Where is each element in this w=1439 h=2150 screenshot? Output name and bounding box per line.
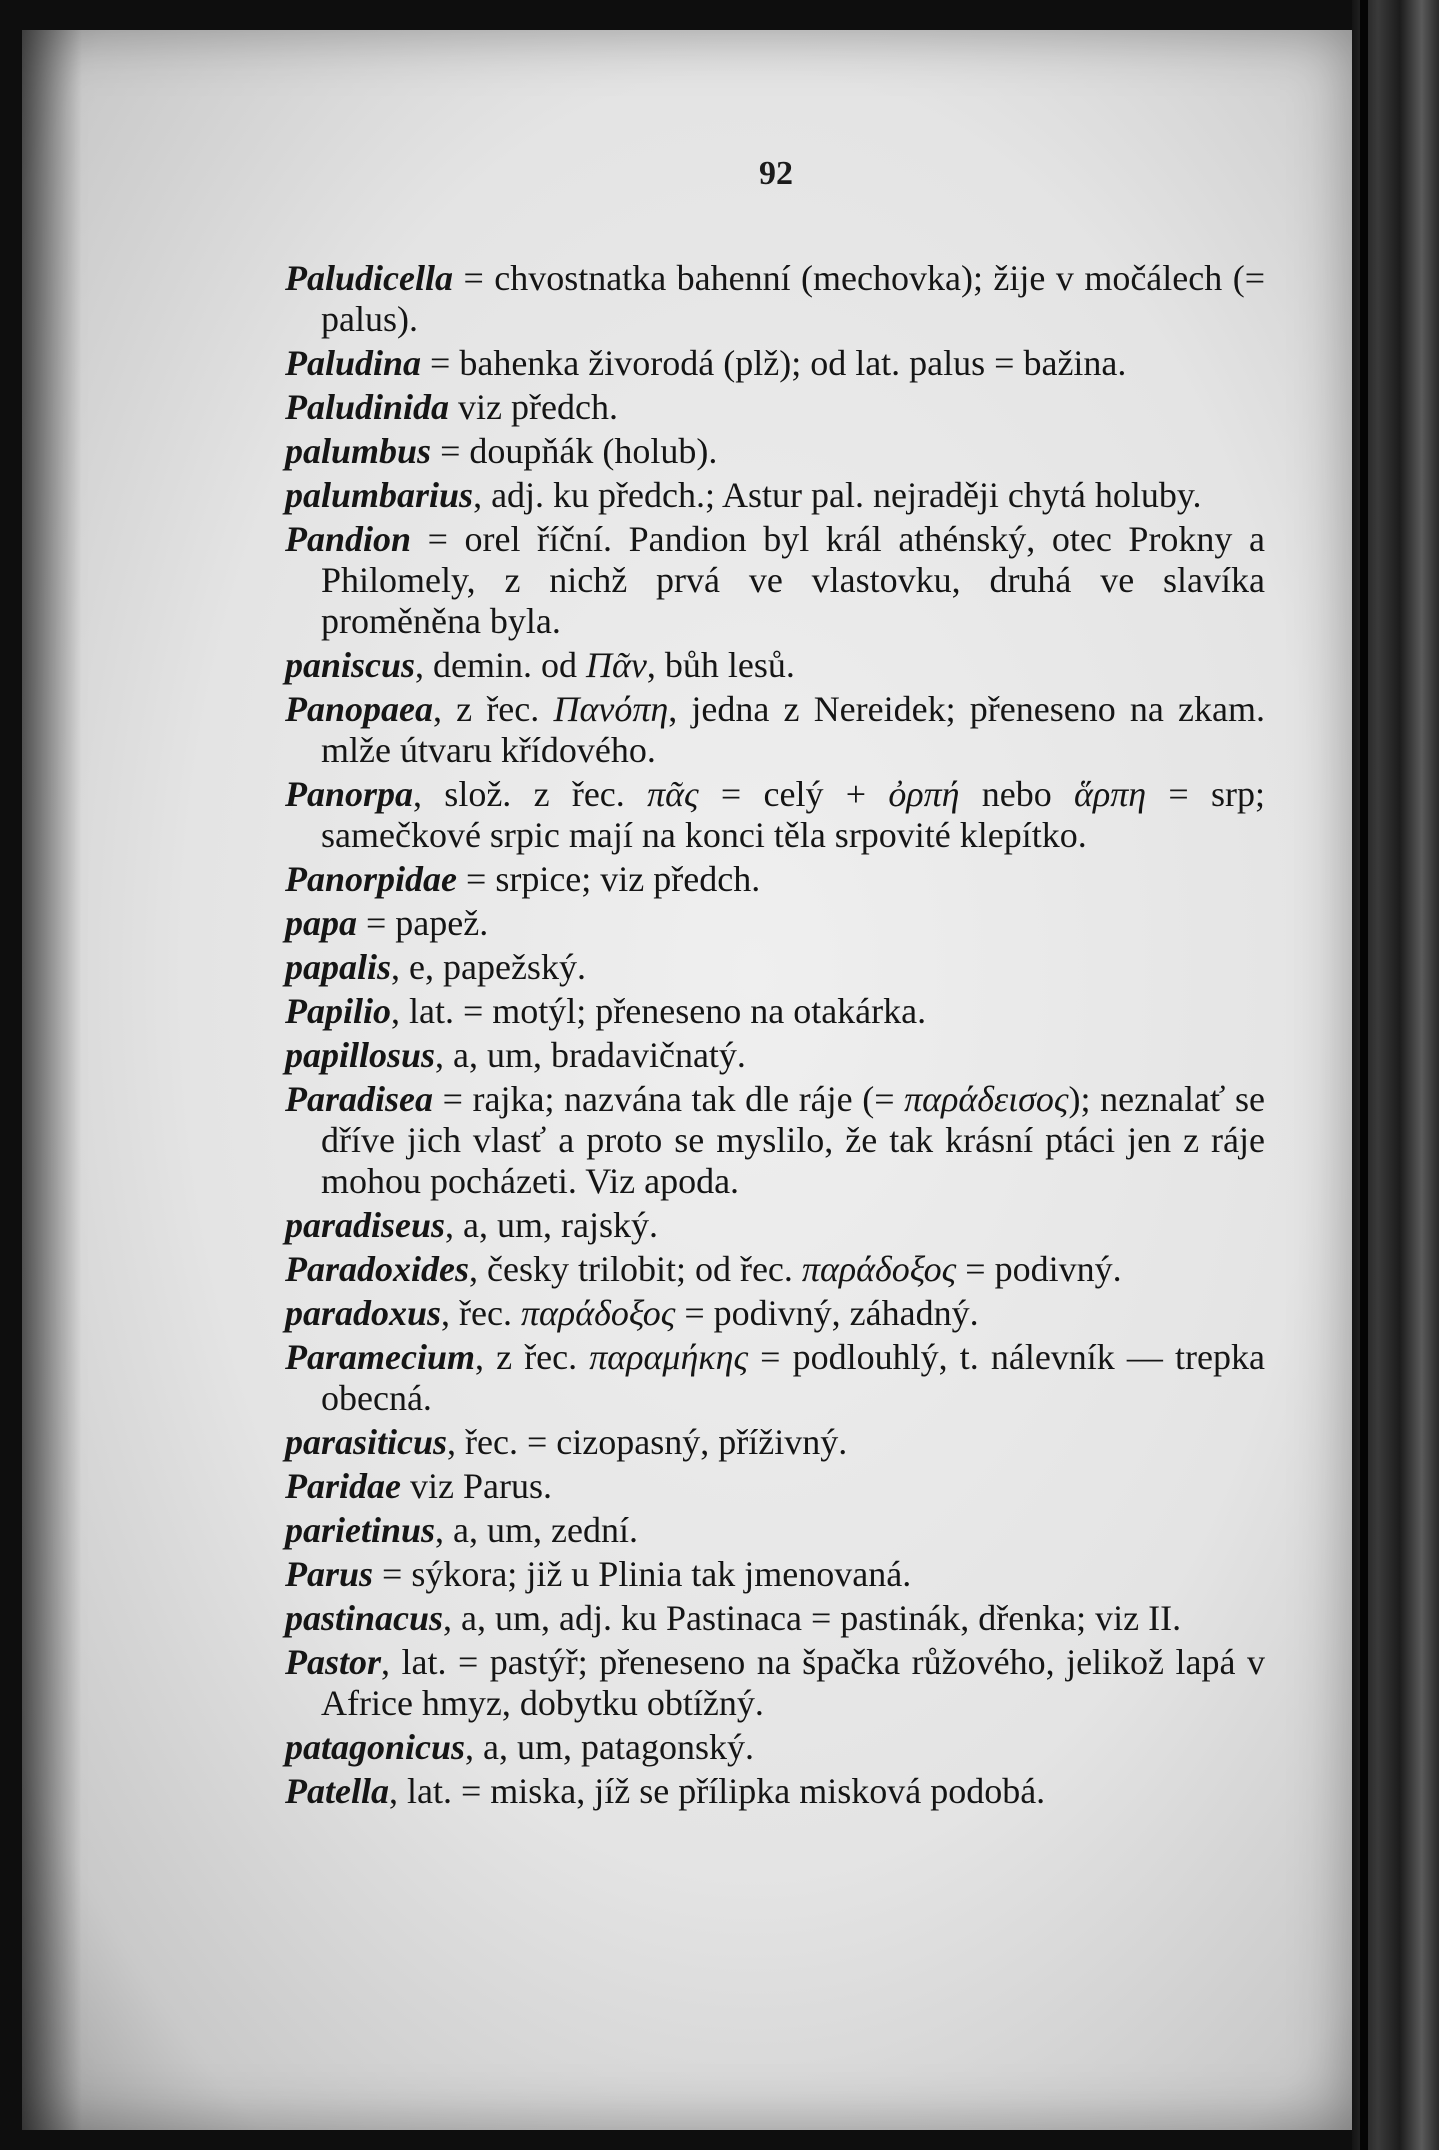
entry-text: , jedna z Nereidek; přeneseno na zkam. mlže útvaru křídového. (321, 689, 1265, 770)
greek-word: Πανόπη (553, 689, 669, 729)
entry-term: papa (285, 903, 357, 943)
dictionary-entry (285, 475, 1265, 516)
entry-text: , z řec. (433, 689, 554, 729)
dictionary-entry (285, 1337, 1265, 1419)
entry-term: patagonicus (285, 1727, 466, 1767)
entry-term: Paludinida (285, 387, 450, 427)
entry-text: , e, papežský. (391, 947, 586, 987)
dictionary-entry (285, 1035, 1265, 1076)
greek-word: παράδεισος (904, 1079, 1069, 1119)
entry-term: Papilio (285, 991, 391, 1031)
entry-term: Panorpidae (285, 859, 458, 899)
dictionary-entry (285, 387, 1265, 428)
entry-term: Panorpa (285, 774, 414, 814)
entry-text: = celý + (698, 774, 889, 814)
entry-term: papillosus (285, 1035, 436, 1075)
entry-term: Paludicella (285, 258, 453, 298)
dictionary-entry (285, 1554, 1265, 1595)
entry-term: Paludina (285, 343, 422, 383)
entry-text: , a, um, rajský. (445, 1205, 658, 1245)
entry-term: pastinacus (285, 1598, 444, 1638)
entry-text: , řec. = cizopasný, příživný. (447, 1422, 848, 1462)
dictionary-entry (285, 1293, 1265, 1334)
greek-word: ἅρπη (1074, 774, 1147, 814)
entry-text: , a, um, zední. (435, 1510, 638, 1550)
dictionary-entry (285, 258, 1265, 340)
dictionary-entry (285, 343, 1265, 384)
page-number: 92 (759, 155, 793, 192)
entry-text: = doupňák (holub). (431, 431, 718, 471)
dictionary-entry (285, 1205, 1265, 1246)
entry-term: Paradoxides (285, 1249, 469, 1289)
dictionary-entry (285, 1249, 1265, 1290)
entry-text: = srp; samečkové srpic mají na konci těla srpovité klepítko. (321, 774, 1265, 855)
dictionary-entry (285, 519, 1265, 642)
entry-text: , demin. od (415, 645, 587, 685)
entry-text: = bahenka živorodá (plž); od lat. palus = bažina. (421, 343, 1127, 383)
entry-term: Pastor (285, 1642, 382, 1682)
entry-term: parietinus (285, 1510, 436, 1550)
dictionary-entry (285, 645, 1265, 686)
dictionary-entries (285, 258, 1265, 1815)
entry-text: = papež. (357, 903, 489, 943)
entry-text: viz předch. (449, 387, 618, 427)
entry-text: = podivný, záhadný. (675, 1293, 979, 1333)
entry-term: palumbarius (285, 475, 474, 515)
entry-text: = chvostnatka bahenní (mechovka); žije v močálech (= palus). (321, 258, 1265, 339)
dictionary-entry (285, 1727, 1265, 1768)
entry-term: Paridae (285, 1466, 401, 1506)
entry-text: , slož. z řec. (413, 774, 648, 814)
dictionary-entry (285, 1642, 1265, 1724)
page-edge-shadow (22, 30, 82, 2130)
dictionary-entry (285, 431, 1265, 472)
dictionary-entry (285, 947, 1265, 988)
entry-text: = sýkora; již u Plinia tak jmenovaná. (373, 1554, 912, 1594)
entry-term: paradoxus (285, 1293, 442, 1333)
entry-text: , bůh lesů. (646, 645, 795, 685)
dictionary-entry (285, 774, 1265, 856)
entry-text: , a, um, adj. ku Pastinaca = pastinák, dřenka; viz II. (443, 1598, 1182, 1638)
entry-text: = orel říční. Pandion byl král athénský, otec Prokny a Philomely, z nichž prvá ve vlastovku, druhá ve slavíka proměněna byla. (321, 519, 1265, 641)
entry-text: , lat. = miska, jíž se přílipka misková podobá. (388, 1771, 1046, 1811)
entry-term: Paradisea (285, 1079, 433, 1119)
entry-text: = rajka; nazvána tak dle ráje (= (433, 1079, 905, 1119)
greek-word: παραμήκης (589, 1337, 749, 1377)
dictionary-entry (285, 1422, 1265, 1463)
greek-word: Πᾶν (586, 645, 647, 685)
entry-text: , z řec. (474, 1337, 590, 1377)
entry-text: , adj. ku předch.; Astur pal. nejraději chytá holuby. (473, 475, 1202, 515)
entry-text: nebo (959, 774, 1075, 814)
entry-text: viz Parus. (400, 1466, 552, 1506)
dictionary-entry (285, 991, 1265, 1032)
greek-word: παράδοξος (521, 1293, 676, 1333)
greek-word: παράδοξος (801, 1249, 957, 1289)
dictionary-entry (285, 689, 1265, 771)
greek-word: ὀρπή (888, 774, 960, 814)
entry-text: , česky trilobit; od řec. (469, 1249, 802, 1289)
entry-text: = podlouhlý, t. nálevník — trepka obecná. (321, 1337, 1265, 1418)
entry-term: paradiseus (285, 1205, 446, 1245)
dictionary-entry (285, 1079, 1265, 1202)
dictionary-entry (285, 1510, 1265, 1551)
entry-term: papalis (285, 947, 392, 987)
gutter-line (1360, 0, 1368, 2150)
dictionary-entry (285, 1466, 1265, 1507)
entry-term: Paramecium (285, 1337, 475, 1377)
entry-text: = podivný. (956, 1249, 1122, 1289)
entry-term: paniscus (285, 645, 416, 685)
entry-term: Parus (285, 1554, 374, 1594)
entry-term: Panopaea (285, 689, 433, 729)
entry-text: , lat. = pastýř; přeneseno na špačka růžového, jelikož lapá v Africe hmyz, dobytku obtížný. (321, 1642, 1265, 1723)
entry-text: , a, um, bradavičnatý. (435, 1035, 746, 1075)
entry-text: ); neznalať se dříve jich vlasť a proto se myslilo, že tak krásní ptáci jen z ráje mohou pocházeti. Viz apoda. (321, 1079, 1265, 1201)
entry-term: palumbus (285, 431, 432, 471)
dictionary-entry (285, 1771, 1265, 1812)
entry-term: Patella (285, 1771, 389, 1811)
entry-text: , řec. (441, 1293, 521, 1333)
dictionary-entry (285, 1598, 1265, 1639)
dictionary-entry (285, 903, 1265, 944)
entry-term: parasiticus (285, 1422, 448, 1462)
entry-text: = srpice; viz předch. (457, 859, 761, 899)
entry-term: Pandion (285, 519, 412, 559)
dictionary-entry (285, 859, 1265, 900)
entry-text: , lat. = motýl; přeneseno na otakárka. (391, 991, 927, 1031)
greek-word: πᾶς (647, 774, 699, 814)
entry-text: , a, um, patagonský. (465, 1727, 754, 1767)
